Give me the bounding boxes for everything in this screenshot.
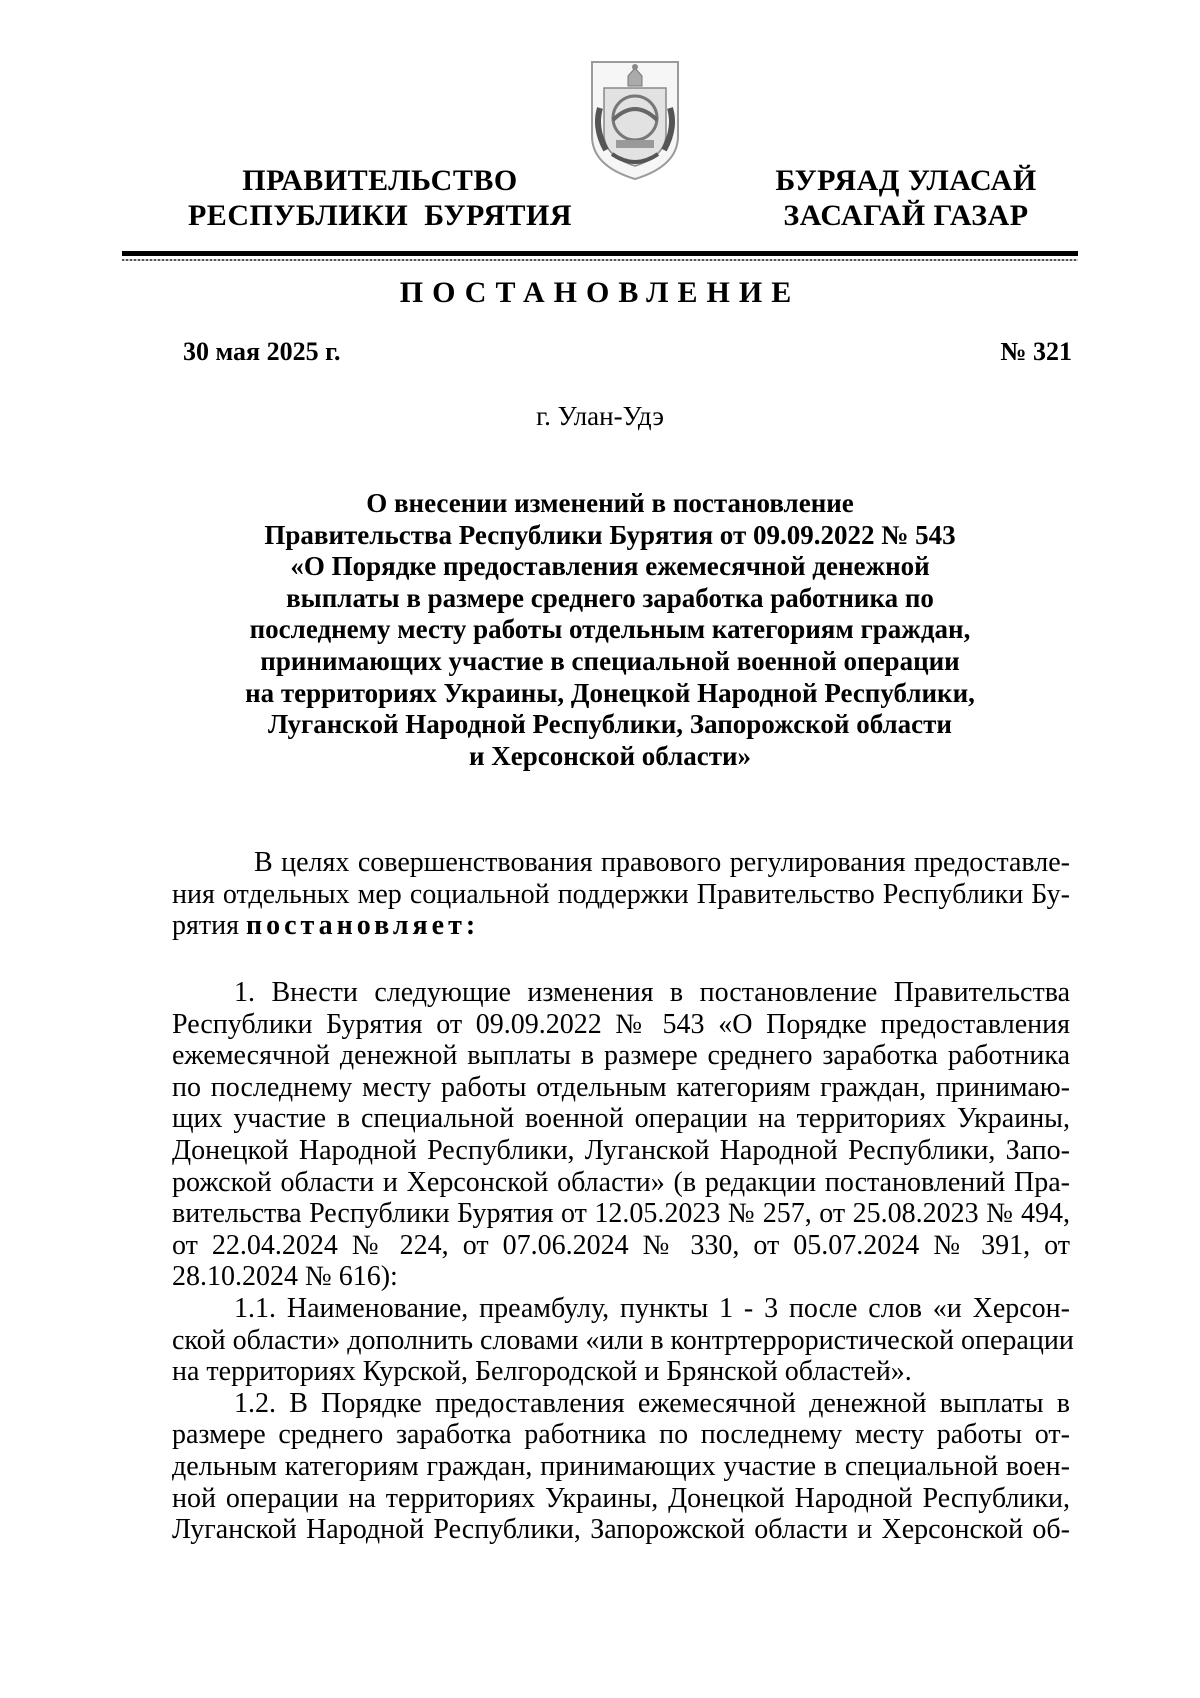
- preamble-line: ния отдельных мер социальной поддержки Правительство Республики Бу-: [172, 878, 1070, 910]
- header-right-line2: ЗАСАГАЙ ГАЗАР: [783, 199, 1029, 232]
- body-line: 1.2. В Порядке предоставления ежемесячной денежной выплаты в: [234, 1387, 1070, 1419]
- document-title: [200, 488, 1020, 772]
- title-line: Правительства Республики Бурятия от 09.09.2022 № 543: [264, 519, 956, 550]
- title-line: О внесении изменений в постановление: [366, 488, 854, 518]
- document-date: 30 мая 2025 г.: [183, 337, 341, 366]
- body-line: ной операции на территориях Украины, Донецкой Народной Республики,: [172, 1482, 1070, 1514]
- header-right-line1: БУРЯАД УЛАСАЙ: [775, 164, 1037, 197]
- body-line: по последнему месту работы отдельным категориям граждан, принимаю-: [172, 1071, 1070, 1103]
- body-line: 28.10.2024 № 616):: [172, 1261, 398, 1293]
- header-divider-thin: [122, 259, 1078, 261]
- document-type: ПОСТАНОВЛЕНИЕ: [399, 276, 801, 309]
- header-left-line2: РЕСПУБЛИКИ БУРЯТИЯ: [187, 199, 573, 232]
- header-divider-thick: [122, 251, 1078, 256]
- body-line: на территориях Курской, Белгородской и Брянской областей».: [172, 1356, 912, 1388]
- title-line: Луганской Народной Республики, Запорожской области: [268, 709, 952, 740]
- document-number: № 321: [1000, 337, 1072, 366]
- government-name-russian: [170, 163, 590, 233]
- resolves-keyword: постановляет:: [245, 910, 480, 942]
- title-line: «О Порядке предоставления ежемесячной денежной: [290, 551, 930, 582]
- title-line: выплаты в размере среднего заработка работника по: [286, 582, 934, 613]
- body-line: щих участие в специальной военной операции на территориях Украины,: [172, 1103, 1070, 1135]
- body-line: 1.1. Наименование, преамбулу, пункты 1 - 3 после слов «и Херсон-: [234, 1292, 1070, 1324]
- body-text: [172, 977, 1074, 1546]
- preamble-prefix: рятия: [172, 910, 246, 942]
- government-name-buryat: [756, 163, 1056, 233]
- preamble: [172, 847, 1070, 942]
- body-line: от 22.04.2024 № 224, от 07.06.2024 № 330, от 05.07.2024 № 391, от: [172, 1229, 1070, 1261]
- preamble-line: [172, 910, 1070, 942]
- body-line: ежемесячной денежной выплаты в размере среднего заработка работника: [172, 1040, 1070, 1072]
- document-city: г. Улан-Удэ: [536, 401, 664, 431]
- body-line: 1. Внести следующие изменения в постановление Правительства: [234, 977, 1070, 1008]
- header-left-line1: ПРАВИТЕЛЬСТВО: [242, 164, 518, 197]
- title-line: и Херсонской области»: [468, 740, 752, 771]
- body-line: размере среднего заработка работника по последнему месту работы от-: [172, 1419, 1070, 1451]
- body-line: Донецкой Народной Республики, Луганской Народной Республики, Запо-: [172, 1134, 1070, 1166]
- title-line: последнему месту работы отдельным категориям граждан,: [249, 614, 971, 645]
- body-line: дельным категориям граждан, принимающих участие в специальной воен-: [172, 1450, 1070, 1482]
- body-line: ской области» дополнить словами «или в контртеррористической операции: [172, 1324, 1074, 1356]
- preamble-line: В целях совершенствования правового регулирования предоставле-: [254, 847, 1070, 878]
- body-line: Луганской Народной Республики, Запорожской области и Херсонской об-: [172, 1514, 1070, 1546]
- body-line: Республики Бурятия от 09.09.2022 № 543 «О Порядке предоставления: [172, 1008, 1070, 1040]
- coat-of-arms-icon: [586, 58, 684, 182]
- title-line: принимающих участие в специальной военной операции: [260, 645, 960, 676]
- title-line: на территориях Украины, Донецкой Народной Республики,: [245, 677, 975, 708]
- body-line: вительства Республики Бурятия от 12.05.2023 № 257, от 25.08.2023 № 494,: [172, 1198, 1070, 1230]
- body-line: рожской области и Херсонской области» (в редакции постановлений Пра-: [172, 1166, 1070, 1198]
